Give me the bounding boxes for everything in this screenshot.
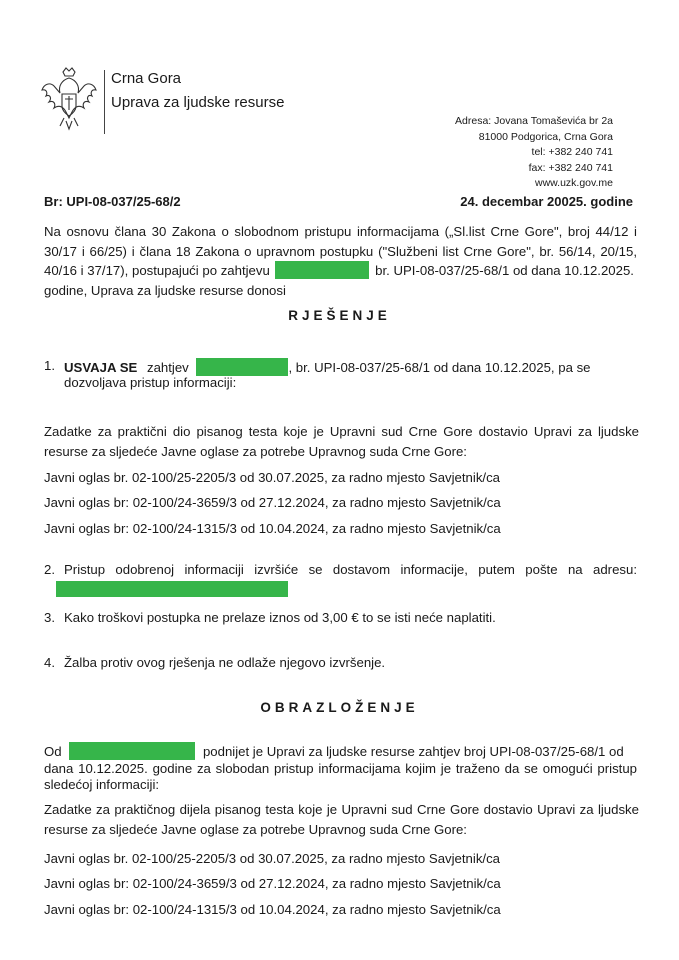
oglas-line: Javni oglas br: 02-100/24-3659/3 od 27.12.2024, za radno mjesto Savjetnik/ca bbox=[44, 876, 501, 891]
address-block bbox=[455, 114, 613, 192]
explanation-task-paragraph bbox=[44, 800, 639, 840]
item1-bold: USVAJA SE bbox=[64, 360, 138, 375]
item1-text: zahtjev bbox=[146, 360, 189, 375]
intro-paragraph bbox=[44, 222, 637, 300]
decision-title: RJEŠENJE bbox=[288, 308, 391, 323]
address-web: www.uzk.gov.me bbox=[535, 177, 613, 189]
oglas-line: Javni oglas br: 02-100/24-3659/3 od 27.12.2024, za radno mjesto Savjetnik/ca bbox=[44, 495, 501, 510]
explanation-line1-text: Od bbox=[44, 744, 62, 759]
montenegro-coat-of-arms-icon bbox=[38, 66, 100, 132]
item4-text: Žalba protiv ovog rješenja ne odlaže njegovo izvršenje. bbox=[64, 655, 386, 670]
address-fax: fax: +382 240 741 bbox=[528, 161, 613, 174]
org-country: Crna Gora bbox=[111, 70, 182, 87]
document-date: 24. decembar 20025. godine bbox=[460, 194, 633, 209]
oglas-line: Javni oglas br: 02-100/24-1315/3 od 10.04.2024, za radno mjesto Savjetnik/ca bbox=[44, 521, 501, 536]
header-divider bbox=[104, 70, 105, 134]
redaction-block bbox=[69, 742, 195, 760]
explanation-line1-text: podnijet je Upravi za ljudske resurse zahtjev broj UPI-08-037/25-68/1 od bbox=[202, 744, 624, 759]
redaction-block bbox=[196, 358, 288, 376]
intro-line: Na osnovu člana 30 Zakona o slobodnom pristupu informacijama („Sl.list Crne Gore", broj 44/12 i bbox=[44, 224, 637, 239]
explanation-line bbox=[44, 742, 637, 761]
org-name: Uprava za ljudske resurse bbox=[111, 94, 285, 111]
item2-text: Pristup odobrenoj informaciji izvršiće se dostavom informacije, putem pošte na adresu: bbox=[64, 562, 637, 577]
item-number: 2. bbox=[44, 562, 55, 577]
address-tel: tel: +382 240 741 bbox=[531, 146, 613, 158]
oglas-line: Javni oglas br. 02-100/25-2205/3 od 30.07.2025, za radno mjesto Savjetnik/ca bbox=[44, 851, 501, 866]
redaction-block bbox=[275, 261, 369, 279]
task-line: resurse za sljedeće Javne oglase za potrebe Upravnog suda Crne Gore: bbox=[44, 444, 467, 459]
item1-text: , br. UPI-08-037/25-68/1 od dana 10.12.2025, pa se bbox=[288, 360, 591, 375]
oglas-line: Javni oglas br. 02-100/25-2205/3 od 30.07.2025, za radno mjesto Savjetnik/ca bbox=[44, 470, 501, 485]
item1-line bbox=[64, 358, 591, 376]
task-line: resurse za sljedeće Javne oglase za potrebe Upravnog suda Crne Gore: bbox=[44, 822, 467, 837]
task-line: Zadatke za praktični dio pisanog testa koje je Upravni sud Crne Gore dostavio Upravi za ljudske bbox=[44, 424, 639, 439]
item-number: 1. bbox=[44, 358, 55, 373]
oglas-line: Javni oglas br: 02-100/24-1315/3 od 10.04.2024, za radno mjesto Savjetnik/ca bbox=[44, 902, 501, 917]
task-line: Zadatke za praktičnog dijela pisanog testa koje je Upravni sud Crne Gore dostavio Upravi za ljudske bbox=[44, 802, 639, 817]
item-number: 3. bbox=[44, 610, 55, 625]
address-city: 81000 Podgorica, Crna Gora bbox=[478, 130, 613, 143]
task-paragraph bbox=[44, 422, 639, 462]
address-line: Adresa: Jovana Tomaševića br 2a bbox=[455, 115, 613, 127]
item1-line2: dozvoljava pristup informaciji: bbox=[64, 375, 237, 390]
redaction-block bbox=[56, 581, 288, 597]
intro-line3-text: br. UPI-08-037/25-68/1 od dana 10.12.2025. bbox=[375, 263, 634, 278]
intro-line bbox=[44, 261, 637, 281]
item3-text: Kako troškovi postupka ne prelaze iznos od 3,00 € to se isti neće naplatiti. bbox=[64, 610, 496, 625]
explanation-line: dana 10.12.2025. godine za slobodan pristup informacijama kojim je traženo da se omogući pristup bbox=[44, 760, 637, 776]
explanation-line: sledećoj informaciji: bbox=[44, 777, 160, 792]
case-number: Br: UPI-08-037/25-68/2 bbox=[44, 194, 181, 209]
explanation-title: OBRAZLOŽENJE bbox=[260, 700, 419, 715]
item-number: 4. bbox=[44, 655, 55, 670]
intro-line: godine, Uprava za ljudske resurse donosi bbox=[44, 282, 286, 298]
intro-line: 30/17 i 66/25) i člana 18 Zakona o upravnom postupku ("Službeni list Crne Gore", br. 56/14, 20/15, bbox=[44, 243, 637, 259]
explanation-paragraph bbox=[44, 742, 637, 794]
intro-line3-text: 40/16 i 37/17), postupajući po zahtjevu bbox=[44, 263, 270, 278]
